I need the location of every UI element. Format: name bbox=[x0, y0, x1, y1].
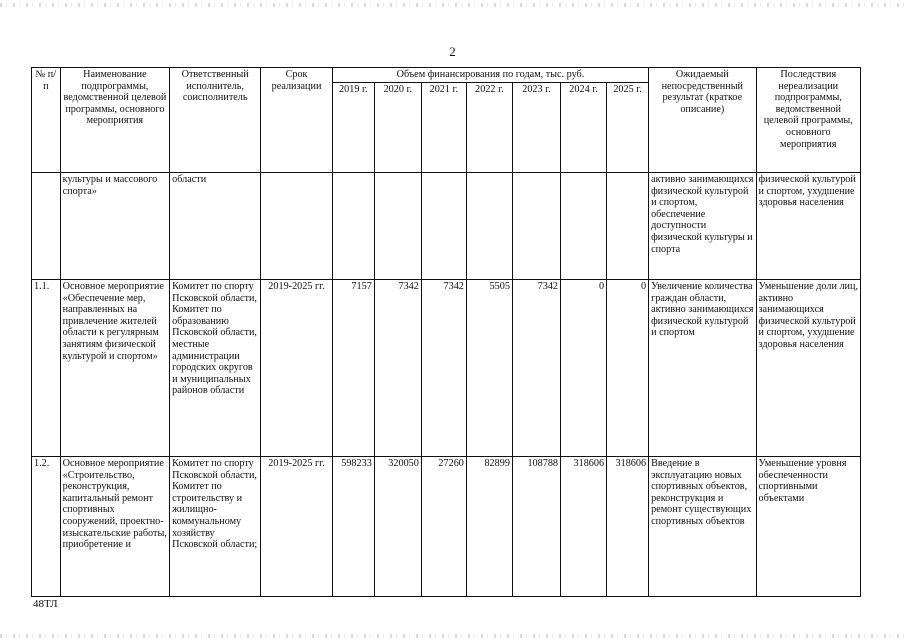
row-value: 0 bbox=[561, 280, 607, 457]
table-row bbox=[32, 280, 861, 457]
page-number: 2 bbox=[449, 44, 456, 59]
header-year: 2021 г. bbox=[421, 83, 466, 173]
row-value bbox=[332, 173, 374, 280]
row-value: 7342 bbox=[512, 280, 560, 457]
row-value: 7342 bbox=[374, 280, 421, 457]
row-value: 108788 bbox=[512, 457, 560, 597]
header-year: 2024 г. bbox=[561, 83, 607, 173]
row-value: 27260 bbox=[421, 457, 466, 597]
header-year: 2020 г. bbox=[374, 83, 421, 173]
header-name: Наименование подпрограммы, ведомственной целевой программы, основного мероприятия bbox=[60, 68, 170, 173]
row-value: 7157 bbox=[332, 280, 374, 457]
row-term bbox=[261, 173, 333, 280]
header-year: 2019 г. bbox=[332, 83, 374, 173]
row-name: культуры и массового спорта» bbox=[60, 173, 170, 280]
row-responsible: Комитет по спорту Псковской области, Комитет по строительству и жилищно-коммунальному хозяйству Псковской области; bbox=[170, 457, 261, 597]
row-num bbox=[32, 173, 61, 280]
header-term: Срок реализации bbox=[261, 68, 333, 173]
row-term: 2019-2025 гг. bbox=[261, 280, 333, 457]
header-consequence: Последствия нереализации подпрограммы, ведомственной целевой программы, основного мероприятия bbox=[756, 68, 860, 173]
row-value: 7342 bbox=[421, 280, 466, 457]
row-value bbox=[374, 173, 421, 280]
row-responsible: области bbox=[170, 173, 261, 280]
row-value: 5505 bbox=[466, 280, 512, 457]
row-value bbox=[421, 173, 466, 280]
row-result: активно занимающихся физической культурой и спортом, обеспечение доступности физической культуры и спорта bbox=[649, 173, 756, 280]
table-row bbox=[32, 457, 861, 597]
scan-top-edge bbox=[0, 3, 905, 7]
row-result: Увеличение количества граждан области, активно занимающихся физической культурой и спортом bbox=[649, 280, 756, 457]
row-value: 318606 bbox=[607, 457, 649, 597]
header-responsible: Ответственный исполнитель, соисполнитель bbox=[170, 68, 261, 173]
header-funding: Объем финансирования по годам, тыс. руб. bbox=[332, 68, 648, 83]
row-result: Введение в эксплуатацию новых спортивных объектов, реконструкция и ремонт существующих спортивных объектов bbox=[649, 457, 756, 597]
row-value: 320050 bbox=[374, 457, 421, 597]
row-responsible: Комитет по спорту Псковской области, Комитет по образованию Псковской области, местные администрации городских округов и муниципальных районов области bbox=[170, 280, 261, 457]
row-value bbox=[512, 173, 560, 280]
row-name: Основное мероприятие «Обеспечение мер, направленных на привлечение жителей области к регулярным занятиям физической культурой и спортом» bbox=[60, 280, 170, 457]
row-consequence: Уменьшение доли лиц, активно занимающихся физической культурой и спортом, ухудшение здоровья населения bbox=[756, 280, 860, 457]
row-value: 82899 bbox=[466, 457, 512, 597]
row-num: 1.1. bbox=[32, 280, 61, 457]
row-consequence: Уменьшение уровня обеспеченности спортивными объектами bbox=[756, 457, 860, 597]
header-num: № п/п bbox=[32, 68, 61, 173]
row-value: 318606 bbox=[561, 457, 607, 597]
row-value: 0 bbox=[607, 280, 649, 457]
table-row bbox=[32, 173, 861, 280]
header-year: 2023 г. bbox=[512, 83, 560, 173]
row-consequence: физической культурой и спортом, ухудшение здоровья населения bbox=[756, 173, 860, 280]
row-term: 2019-2025 гг. bbox=[261, 457, 333, 597]
header-year: 2025 г. bbox=[607, 83, 649, 173]
footer-code: 48ТЛ bbox=[33, 598, 58, 610]
row-value: 598233 bbox=[332, 457, 374, 597]
header-result: Ожидаемый непосредственный результат (краткое описание) bbox=[649, 68, 756, 173]
header-year: 2022 г. bbox=[466, 83, 512, 173]
scan-bottom-edge bbox=[0, 634, 905, 638]
row-value bbox=[561, 173, 607, 280]
program-table bbox=[31, 67, 861, 597]
row-num: 1.2. bbox=[32, 457, 61, 597]
row-name: Основное мероприятие «Строительство, реконструкция, капитальный ремонт спортивных сооружений, проектно-изыскательские работы, приобретение и bbox=[60, 457, 170, 597]
row-value bbox=[466, 173, 512, 280]
row-value bbox=[607, 173, 649, 280]
